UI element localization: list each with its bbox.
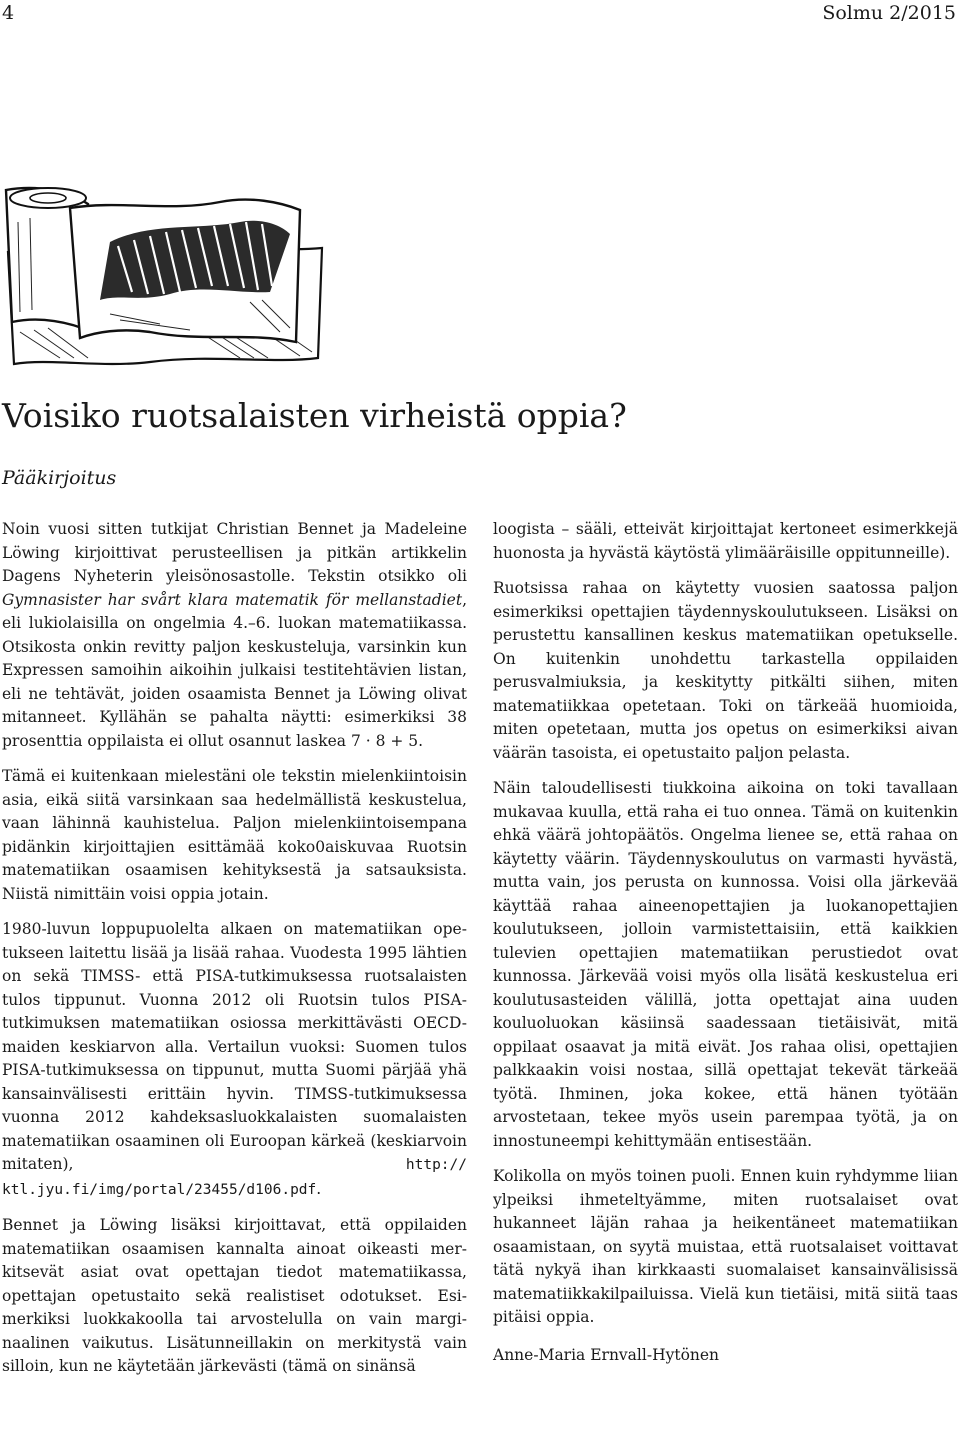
section-label: Pääkirjoitus [2,467,117,489]
rolled-paper-scroll-drawing-icon [0,182,330,377]
left-column [2,518,467,1391]
quoted-headline: Gymnasister har svårt klara matematik för mellanstadiet [2,590,463,609]
page-header [0,0,960,24]
paragraph: Kolikolla on myös toinen puoli. Ennen kuin ryhdymme liian ylpeiksi ihmeteltyämme, miten ruotsalaiset ovat hukanneet läjän rahaa ja heikentäneet matematiikan osaamistaan, on syytä muistaa, että ruotsalaiset voittavat tätä nykyä ihan kirkkaasti suomalaiset kansainvälisissä matematiikkakilpailuissa. Vielä kun tietäisi, mitä siitä taas pitäisi oppia. [493,1167,958,1326]
author-signature: Anne-Maria Ernvall-Hytönen [493,1345,720,1364]
page-number: 4 [2,2,15,24]
paragraph: Tämä ei kuitenkaan mielestäni ole tekstin mielenkiintoisin asia, eikä siitä varsinkaan saa hedelmällistä keskustelua, vaan lähinnä kauhistelua. Paljon mielenkiintoisempana pidänkin kirjoittajien esittämää koko0aiskuvaa Ruotsin matematiikan osaamisen kehityksestä ja satsauksista. Niistä nimittäin voisi oppia jotain. [2,767,467,903]
paragraph: Ruotsissa rahaa on käytetty vuosien saatossa paljon esimerkiksi opettajien täydennyskoulutukseen. Lisäksi on perustettu kansallinen keskus matematiikan opetukselle. On kuitenkin unohdettu tarkastella oppilaiden perusvalmiuksia, ja keskitytty pitkälti siihen, miten matematiikkaa opetetaan. Toki on tärkeää huomioida, miten opetetaan, mutta jos opetus on esimerkiksi aivan väärän tasoista, ei opetustaito paljon pelasta. [493,579,958,762]
reference-url-link[interactable]: http:// ktl.jyu.fi/img/portal/23455/d106.pdf [2,1157,467,1198]
right-column [493,518,958,1379]
paragraph: Noin vuosi sitten tutkijat Christian Bennet ja Madeleine Löwing kirjoittivat perusteellisen ja pitkän artikkelin Dagens Nyheterin yleisönosastolle. Tekstin otsikko oli Gymnasister har svårt klara matematik för mellanstadiet, eli lukiolaisilla on ongelmia 4.–6. luokan matematiikassa. Otsikosta onkin revitty paljon keskusteluja, varsinkin kun Expressen samoihin aikoihin julkaisi testitehtävien listan, eli ne tehtävät, joiden osaamista Bennet ja Löwing olivat mitanneet. Kyllähän se pahalta näytti: esimerkiksi 38 prosenttia oppilaista ei ollut osannut laskea 7 · 8 + 5. [2,520,467,750]
article-title: Voisiko ruotsalaisten virheistä oppia? [2,396,627,435]
journal-issue: Solmu 2/2015 [822,2,956,24]
paragraph: Näin taloudellisesti tiukkoina aikoina on toki tavallaan mukavaa kuulla, että raha ei tuo onnea. Tämä on kuitenkin ehkä väärä johtopäätös. Ongelma lienee se, että rahaa on käytetty väärin. Täydennyskoulutus on varmasti hyvästä, mutta vain, jos perusta on kunnossa. Voisi olla järkevää käyttää rahaa aineenopettajien ja luokanopettajien koulutukseen, jolloin varmistettaisiin, että kaikkien tulevien opettajien matematiikan perustiedot ovat kunnossa. Järkevää voisi myös olla lisätä keskustelua eri koulutusasteiden välillä, jotta opettajat aina uuden kouluoluokan käsiinsä saadessaan tietäisivät, mitä oppilaat osaavat ja mitä eivät. Jos rahaa olisi, opettajien palkkaakin voisi nostaa, sillä opettajat tekevät tärkeää työtä. Ihminen, joka kokee, että hänen työtään arvostetaan, tekee myös usein parempaa työtä, ja on innostuneempi kehittymään entisestään. [493,779,958,1150]
paragraph: 1980-luvun loppupuolelta alkaen on matematiikan opetukseen laitettu lisää ja lisää rahaa. Vuodesta 1995 lähtien on sekä TIMSS- että PISA-tutkimuksessa ruotsalaisten tulos tippunut. Vuonna 2012 oli Ruotsin tulos PISA-tutkimuksen matematiikan osiossa merkittävästi OECD-maiden keskiarvon alla. Vertailun vuoksi: Suomen tulos PISA-tutkimuksessa on tippunut, mutta Suomi pärjää yhä kansainvälisesti erittäin hyvin. TIMSS-tutkimuksessa vuonna 2012 kahdeksasluokkalaisten suomalaisten matematiikan osaaminen oli Euroopan kärkeä (keskiarvoin mitaten), http:// ktl.jyu.fi/img/portal/23455/d106.pdf. [2,920,467,1198]
paragraph: loogista – sääli, etteivät kirjoittajat kertoneet esimerkkejä huonosta ja hyvästä käytöstä ylimääräisille oppitunneille). [493,520,958,562]
paragraph: Bennet ja Löwing lisäksi kirjoittavat, että oppilaiden matematiikan osaamisen kannalta ainoat oikeasti merkitsevät asiat ovat opettajan tiedot matematiikassa, opettajan opetustaito sekä realistiset odotukset. Esimerkiksi luokkakoolla tai arvostelulla on vain marginaalinen vaikutus. Lisätunneillakin on merkitystä vain silloin, kun ne käytetään järkevästi (tämä on sinänsä [2,1216,467,1375]
